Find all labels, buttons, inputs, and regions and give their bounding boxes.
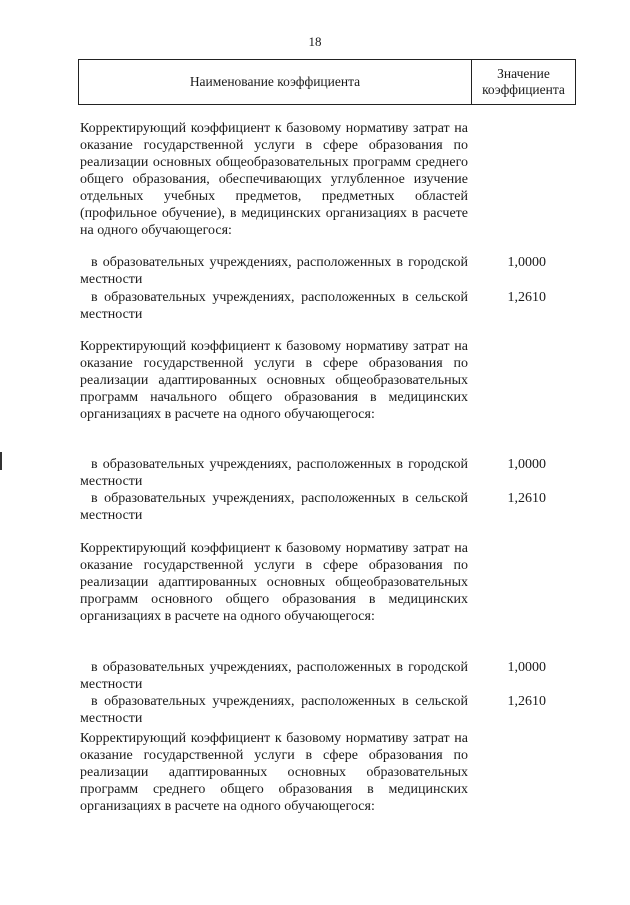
header-value-column: [472, 60, 575, 104]
section-3-description: Корректирующий коэффициент к базовому нормативу затрат на оказание государственной услуги в сфере образования по реализации адаптированных основных общеобразовательных программ основного общего образования в медицинских организациях в расчете на одного обучающегося:: [80, 541, 468, 624]
header-name-column: Наименование коэффициента: [79, 60, 472, 104]
section-4-description: Корректирующий коэффициент к базовому нормативу затрат на оказание государственной услуги в сфере образования по реализации адаптированных основных образовательных программ среднего общего образования в медицинских организациях в расчете на одного обучающегося:: [80, 731, 468, 814]
row-label: в образовательных учреждениях, расположенных в городской местности: [80, 457, 468, 489]
section-2-description: Корректирующий коэффициент к базовому нормативу затрат на оказание государственной услуги в сфере образования по реализации адаптированных основных общеобразовательных программ начального общего образования в медицинских организациях в расчете на одного обучающегося:: [80, 339, 468, 422]
row-value: 1,2610: [507, 491, 546, 506]
row-value: 1,2610: [507, 694, 546, 709]
row-label: в образовательных учреждениях, расположенных в сельской местности: [80, 491, 468, 523]
row-label: в образовательных учреждениях, расположенных в сельской местности: [80, 694, 468, 726]
section-2-row-urban: [80, 456, 546, 490]
section-1-row-urban: [80, 254, 546, 288]
table-header: [78, 59, 576, 105]
row-label: в образовательных учреждениях, расположенных в городской местности: [80, 255, 468, 287]
scan-edge-mark: [0, 452, 2, 470]
page-number: 18: [308, 34, 322, 49]
row-value: 1,2610: [507, 290, 546, 305]
row-value: 1,0000: [507, 255, 546, 270]
row-value: 1,0000: [507, 660, 546, 675]
row-label: в образовательных учреждениях, расположенных в городской местности: [80, 660, 468, 692]
section-3-row-rural: [80, 693, 546, 727]
header-value-line2: коэффициента: [482, 82, 565, 97]
header-value-line1: Значение: [497, 66, 550, 81]
row-value: 1,0000: [507, 457, 546, 472]
section-1-description: Корректирующий коэффициент к базовому нормативу затрат на оказание государственной услуги в сфере образования по реализации основных общеобразовательных программ среднего общего образования, обеспечивающих углубленное изучение отдельных учебных предметов, предметных областей (профильное обучение), в медицинских организациях в расчете на одного обучающегося:: [80, 121, 468, 238]
row-label: в образовательных учреждениях, расположенных в сельской местности: [80, 290, 468, 322]
section-3-row-urban: [80, 659, 546, 693]
section-1-row-rural: [80, 289, 546, 323]
section-2-row-rural: [80, 490, 546, 524]
